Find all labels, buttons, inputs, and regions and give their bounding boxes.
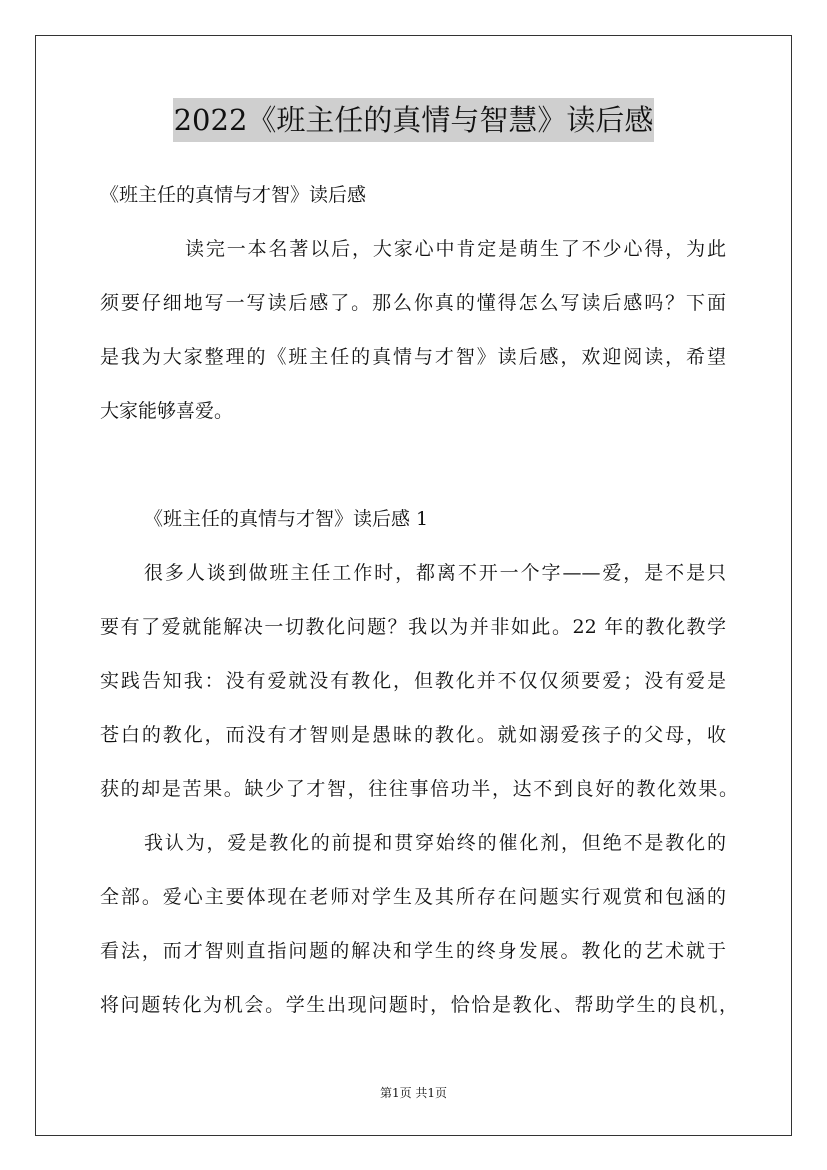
intro-line: 大家能够喜爱。: [100, 400, 234, 422]
document-title: 2022《班主任的真情与智慧》读后感: [173, 98, 655, 142]
paragraph-line: 实践告知我：没有爱就没有教化，但教化并不仅仅须要爱；没有爱是: [100, 670, 726, 692]
paragraph-line: 苍白的教化，而没有才智则是愚昧的教化。就如溺爱孩子的父母，收: [100, 724, 726, 746]
paragraph-line: 要有了爱就能解决一切教化问题？我以为并非如此。22 年的教化教学: [100, 616, 726, 638]
intro-line: 须要仔细地写一写读后感了。那么你真的懂得怎么写读后感吗？下面: [100, 292, 726, 314]
intro-line: 是我为大家整理的《班主任的真情与才智》读后感，欢迎阅读，希望: [100, 346, 726, 368]
paragraph-line: 获的却是苦果。缺少了才智，往往事倍功半，达不到良好的教化效果。: [100, 778, 738, 800]
title-container: [0, 98, 827, 142]
paragraph-line: 将问题转化为机会。学生出现问题时，恰恰是教化、帮助学生的良机，: [100, 994, 738, 1016]
paragraph-line: 很多人谈到做班主任工作时，都离不开一个字——爱，是不是只: [144, 562, 726, 584]
paragraph-line: 我认为，爱是教化的前提和贯穿始终的催化剂，但绝不是教化的: [144, 832, 726, 854]
section-heading: 《班主任的真情与才智》读后感 1: [144, 508, 429, 530]
intro-line: 读完一本名著以后，大家心中肯定是萌生了不少心得，为此: [185, 238, 726, 260]
paragraph-line: 全部。爱心主要体现在老师对学生及其所存在问题实行观赏和包涵的: [100, 886, 726, 908]
subtitle: 《班主任的真情与才智》读后感: [100, 184, 367, 206]
paragraph-line: 看法，而才智则直指问题的解决和学生的终身发展。教化的艺术就于: [100, 940, 726, 962]
page-footer: 第1页 共1页: [379, 1086, 448, 1100]
